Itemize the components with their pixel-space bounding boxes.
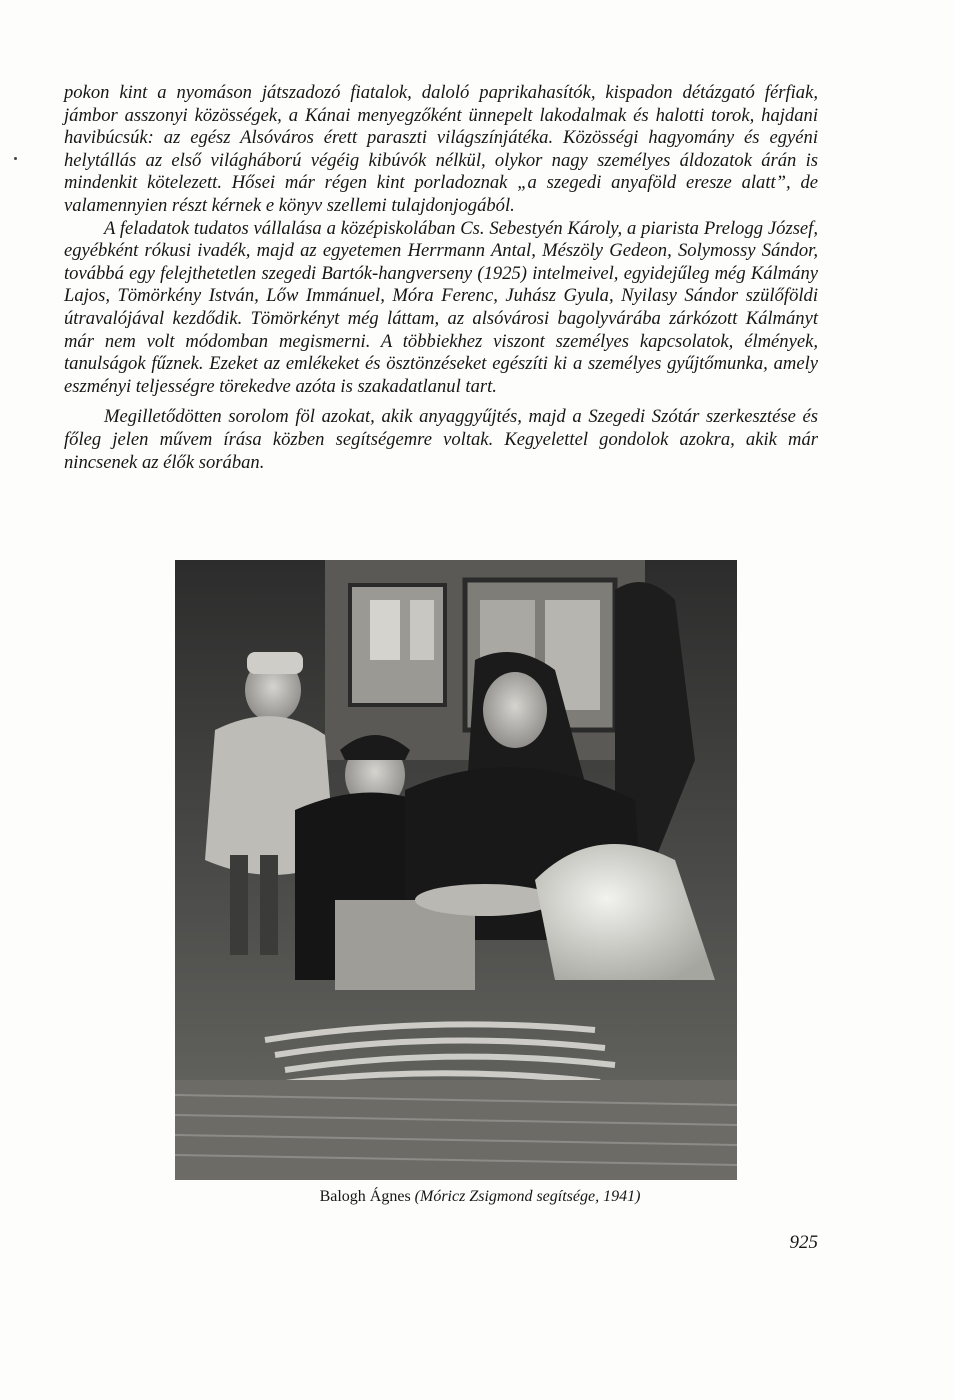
photograph	[175, 560, 737, 1180]
photograph-icon	[175, 560, 737, 1180]
paragraph-2: A feladatok tudatos vállalása a középiskolában Cs. Sebestyén Károly, a piarista Prelogg József, egyébként rókusi ivadék, majd az egyetemen Herrmann Antal, Mészöly Gedeon, Solymossy Sándor, továbbá egy felejthetetlen szegedi Bartók-hangverseny (1925) intelmeivel, egyidejűleg még Kálmány Lajos, Tömörkény István, Lőw Immánuel, Móra Ferenc, Juhász Gyula, Nyilasy Sándor szülőföldi útravalójával kezdődik. Tömörkényt még láttam, az alsóvárosi bagolyvárába zárkózott Kálmányt már nem volt módomban megismerni. A többiekhez viszont személyes kapcsolatok, élmények, tanulságok fűznek. Ezeket az emlékeket és ösztönzéseket egészíti ki a személyes gyűjtőmunka, amely eszményi teljességre törekedve azóta is szakadatlanul tart.	[64, 217, 818, 397]
paragraph-1: pokon kint a nyomáson játszadozó fiatalok, daloló paprikahasítók, kispadon détázgató férfiak, jámbor asszonyi közösségek, a Kánai menyegzőként ünnepelt lakodalmak és halotti torok, hajdani havibúcsúk: az egész Alsóváros érett paraszti világszínjátéka. Közösségi hagyomány és egyéni helytállás az első világháború végéig kibúvók nélkül, olykor nagy személyes áldozatok árán is mindenkit kötelezett. Hősei már régen kint porladoznak „a szegedi anyaföld eresze alatt”, de valamennyien részt kérnek e könyv szellemi tulajdonjogából.	[64, 82, 818, 216]
body-text	[64, 82, 818, 474]
paragraph-3: Megilletődötten sorolom föl azokat, akik anyaggyűjtés, majd a Szegedi Szótár szerkesztése és főleg jelen művem írása közben segítségemre voltak. Kegyelettel gondolok azokra, akik már nincsenek az élők sorában.	[64, 406, 818, 473]
caption-name: Balogh Ágnes	[319, 1188, 411, 1205]
photo-caption	[0, 1187, 954, 1207]
page-number: 925	[789, 1232, 818, 1253]
paper-speck	[14, 157, 17, 160]
caption-detail: (Móricz Zsigmond segítsége, 1941)	[414, 1188, 641, 1205]
